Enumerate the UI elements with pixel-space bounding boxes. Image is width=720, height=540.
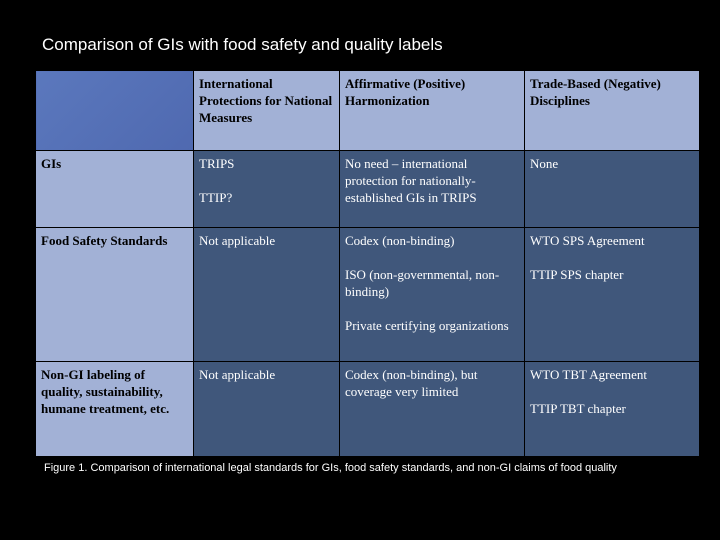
cell-text: None bbox=[530, 156, 559, 171]
cell-text: WTO TBT Agreement bbox=[530, 367, 647, 382]
header-affirmative-harmonization: Affirmative (Positive) Harmonization bbox=[340, 71, 525, 151]
row-label-non-gi-labeling: Non-GI labeling of quality, sustainability, humane treatment, etc. bbox=[36, 362, 194, 457]
row-label-gis: GIs bbox=[36, 151, 194, 228]
cell-text: TTIP TBT chapter bbox=[530, 401, 626, 416]
cell-text: Not applicable bbox=[199, 367, 276, 382]
cell-gis-trade bbox=[525, 151, 700, 228]
table-header-row bbox=[36, 71, 700, 151]
cell-text: Private certifying organizations bbox=[345, 318, 509, 333]
cell-text: TTIP SPS chapter bbox=[530, 267, 624, 282]
header-corner-cell bbox=[36, 71, 194, 151]
cell-gis-international bbox=[194, 151, 340, 228]
cell-text: Codex (non-binding), but coverage very limited bbox=[345, 367, 478, 399]
cell-text: TRIPS bbox=[199, 156, 235, 171]
table-row-food-safety bbox=[36, 228, 700, 362]
cell-food-safety-international bbox=[194, 228, 340, 362]
cell-text: TTIP? bbox=[199, 190, 233, 205]
cell-non-gi-affirmative bbox=[340, 362, 525, 457]
slide-title: Comparison of GIs with food safety and quality labels bbox=[42, 35, 443, 54]
table-row-non-gi-labeling bbox=[36, 362, 700, 457]
table-row-gis bbox=[36, 151, 700, 228]
cell-text: WTO SPS Agreement bbox=[530, 233, 645, 248]
cell-non-gi-trade bbox=[525, 362, 700, 457]
cell-non-gi-international bbox=[194, 362, 340, 457]
comparison-table bbox=[35, 70, 700, 457]
cell-text: Codex (non-binding) bbox=[345, 233, 455, 248]
cell-food-safety-trade bbox=[525, 228, 700, 362]
figure-caption: Figure 1. Comparison of international legal standards for GIs, food safety standards, and non-GI claims of food quality bbox=[44, 462, 617, 474]
row-label-food-safety: Food Safety Standards bbox=[36, 228, 194, 362]
cell-text: No need – international protection for nationally-established GIs in TRIPS bbox=[345, 156, 477, 205]
header-international-protections: International Protections for National Measures bbox=[194, 71, 340, 151]
cell-gis-affirmative bbox=[340, 151, 525, 228]
cell-text: Not applicable bbox=[199, 233, 276, 248]
cell-text: ISO (non-governmental, non-binding) bbox=[345, 267, 500, 299]
header-trade-based-disciplines: Trade-Based (Negative) Disciplines bbox=[525, 71, 700, 151]
cell-food-safety-affirmative bbox=[340, 228, 525, 362]
